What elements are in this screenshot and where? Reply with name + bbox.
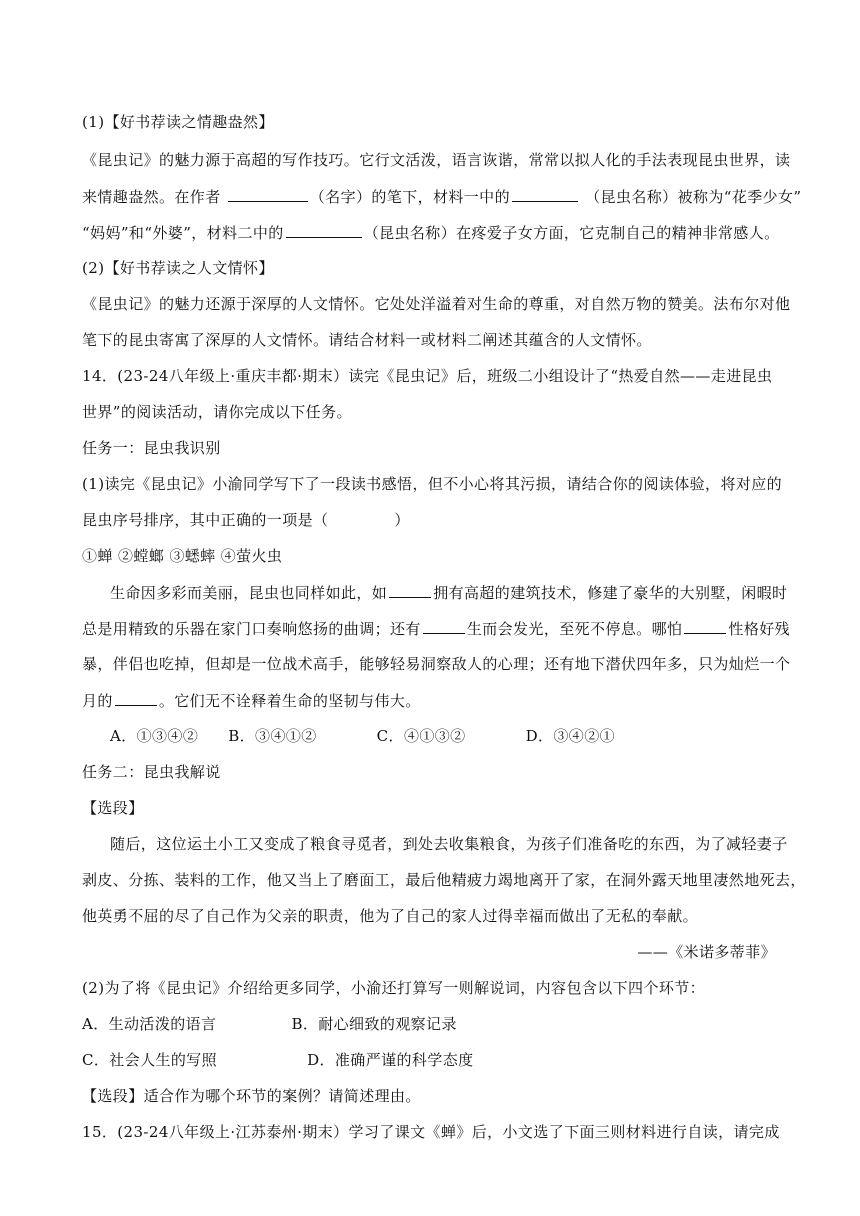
q13-part2-para-line2: 笔下的昆虫寄寓了深厚的人文情怀。请结合材料一或材料二阐述其蕴含的人文情怀。	[82, 331, 652, 349]
option-d[interactable]: D．③④②①	[525, 727, 615, 745]
q14-q2-options-row1	[82, 1014, 457, 1034]
excerpt-line3: 他英勇不屈的尽了自己作为父亲的职责，他为了自己的家人过得幸福而做出了无私的奉献。	[82, 907, 699, 925]
q14-q2-question: 【选段】适合作为哪个环节的案例？请简述理由。	[82, 1087, 421, 1105]
q2-option-c[interactable]: C．社会人生的写照	[82, 1051, 218, 1069]
q14-options-row	[110, 726, 615, 746]
q14-passage-line2: 总是用精致的乐器在家门口奏响悠扬的曲调；还有 生而会发光，至死不停息。哪怕 性格好残	[82, 620, 791, 638]
passage-blank-3[interactable]	[684, 618, 726, 634]
q14-stem-line2: 世界”的阅读活动，请你完成以下任务。	[82, 403, 352, 421]
q14-q2-stem: (2)为了将《昆虫记》介绍给更多同学，小渝还打算写一则解说词，内容包含以下四个环节：	[82, 979, 706, 997]
q13-part1-heading: (1)【好书荐读之情趣盎然】	[82, 113, 274, 131]
q13-part1-para-line3: “妈妈”和“外婆”，材料二中的 （昆虫名称）在疼爱子女方面，它克制自己的精神非常感人。	[82, 224, 780, 242]
q14-q2-options-row2	[82, 1050, 474, 1070]
q13-part1-para-line2: 来情趣盎然。在作者 （名字）的笔下，材料一中的 （昆虫名称）被称为“花季少女”	[82, 188, 802, 206]
q2-option-a[interactable]: A．生动活泼的语言	[82, 1015, 217, 1033]
q14-task1-heading: 任务一：昆虫我识别	[82, 439, 221, 457]
blank-insect-2[interactable]	[286, 222, 362, 238]
q14-insect-list: ①蝉 ②螳螂 ③蟋蟀 ④萤火虫	[82, 547, 283, 565]
q2-option-b[interactable]: B．耐心细致的观察记录	[291, 1015, 457, 1033]
q14-passage-line1: 生命因多彩而美丽，昆虫也同样如此，如 拥有高超的建筑技术，修建了豪华的大别墅，闲暇时	[110, 584, 788, 602]
option-a[interactable]: A．①③④②	[110, 727, 199, 745]
q14-task1-q1-line2: 昆虫序号排序，其中正确的一项是（ ）	[82, 511, 410, 529]
q14-stem-line1: 14．(23-24八年级上·重庆丰都·期末）读完《昆虫记》后，班级二小组设计了“热爱自然——走进昆虫	[82, 367, 773, 385]
blank-author-name[interactable]	[228, 186, 308, 202]
q14-passage-line3: 暴，伴侣也吃掉，但却是一位战术高手，能够轻易洞察敌人的心理；还有地下潜伏四年多，只为灿烂一个	[82, 655, 791, 673]
excerpt-line2: 剥皮、分拣、装料的工作，他又当上了磨面工，最后他精疲力竭地离开了家，在洞外露天地里凄然地死去，	[82, 871, 806, 889]
q13-part1-para-line1: 《昆虫记》的魅力源于高超的写作技巧。它行文活泼，语言诙谐，常常以拟人化的手法表现昆虫世界，读	[82, 151, 791, 169]
q15-stem-line1: 15．(23-24八年级上·江苏泰州·期末）学习了课文《蝉》后，小文选了下面三则材料进行自读，请完成	[82, 1123, 780, 1141]
option-c[interactable]: C．④①③②	[376, 727, 466, 745]
blank-insect-1[interactable]	[512, 186, 578, 202]
q14-task2-heading: 任务二：昆虫我解说	[82, 763, 221, 781]
q13-part2-para-line1: 《昆虫记》的魅力还源于深厚的人文情怀。它处处洋溢着对生命的尊重，对自然万物的赞美。法布尔对他	[82, 295, 791, 313]
excerpt-line1: 随后，这位运土小工又变成了粮食寻觅者，到处去收集粮食，为孩子们准备吃的东西，为了减轻妻子	[110, 835, 788, 853]
q14-task1-q1-line1: (1)读完《昆虫记》小渝同学写下了一段读书感悟，但不小心将其污损，请结合你的阅读体验，将对应的	[82, 475, 783, 493]
excerpt-source: ——《米诺多蒂菲》	[637, 943, 776, 961]
passage-blank-1[interactable]	[389, 582, 431, 598]
q13-part2-heading: (2)【好书荐读之人文情怀】	[82, 259, 274, 277]
passage-blank-2[interactable]	[423, 618, 465, 634]
q2-option-d[interactable]: D．准确严谨的科学态度	[307, 1051, 474, 1069]
passage-blank-4[interactable]	[115, 690, 157, 706]
excerpt-label-1: 【选段】	[82, 799, 144, 817]
q14-passage-line4: 月的 。它们无不诠释着生命的坚韧与伟大。	[82, 692, 421, 710]
option-b[interactable]: B．③④①②	[228, 727, 317, 745]
